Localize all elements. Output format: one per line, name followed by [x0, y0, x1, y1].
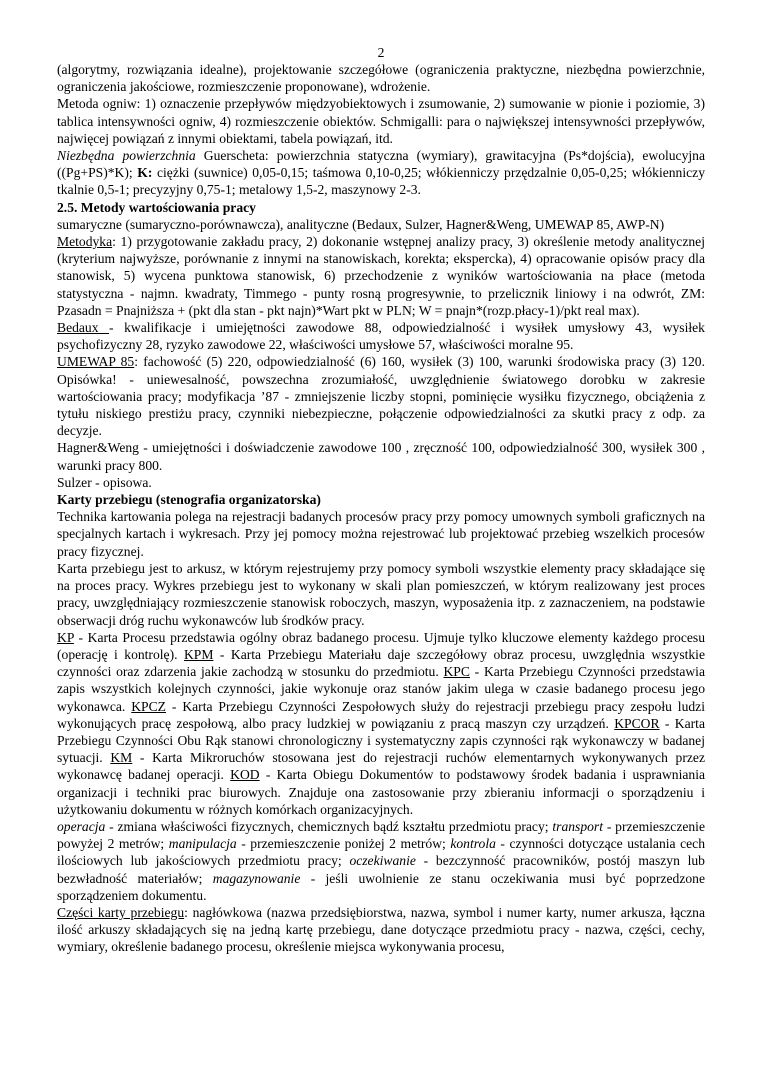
term-storage: magazynowanie	[212, 870, 301, 886]
term-kpcz: KPCZ	[131, 698, 166, 714]
term-manipulation: manipulacja	[168, 836, 237, 852]
term-umewap: UMEWAP 85	[57, 354, 135, 370]
section-heading-work-valuation: 2.5. Metody wartościowania pracy	[57, 199, 256, 215]
term-km: KM	[110, 750, 133, 766]
paragraph-valuation-types: sumaryczne (sumaryczno-porównawcza), analityczne (Bedaux, Sulzer, Hagner&Weng, UMEWAP 85, AWP-N)	[57, 216, 665, 232]
paragraph-activity-symbols: operacja - zmiana właściwości fizycznych, chemicznych bądź kształtu przedmiotu pracy; transport - przemieszczenie powyżej 2 metrów; manipulacja - przemieszczenie poniżej 2 metrów; kontrola - czynności dotyczące ustalania cech ilościowych lub jakościowych przedmiotu pracy; oczekiwanie - bezczynność pracowników, postój maszyn lub bezwładność materiałów; magazynowanie - jeśli uwolnienie ze stanu oczekiwania musi być poprzedzone sporządzeniem dokumentu.	[57, 818, 705, 903]
term-waiting: oczekiwanie	[349, 853, 416, 869]
term-kpm: KPM	[183, 646, 214, 662]
paragraph-charting-technique: Technika kartowania polega na rejestracji badanych procesów pracy przy pomocy umownych symboli graficznych na specjalnych kartach i wykresach. Przy jej pomocy można rejestrować lub projektować przebieg wszelkich procesów pracy fizycznej.	[57, 509, 705, 559]
term-bedaux: Bedaux	[57, 320, 110, 336]
paragraph-hagner-weng: Hagner&Weng - umiejętności i doświadczenie zawodowe 100 , zręczność 100, odpowiedzialność 300, wysiłek 300 , warunki pracy 800.	[57, 440, 705, 473]
paragraph-required-area: Niezbędna powierzchnia Guerscheta: powierzchnia statyczna (wymiary), grawitacyjna (Ps*dojścia), ewolucyjna ((Pg+PS)*K); K: ciężki (suwnice) 0,05-0,15; taśmowa 0,10-0,25; włókienniczy przędzalnie 0,05-0,25; włókienniczy tkalnie 0,5-1; precyzyjny 0,75-1; metalowy 1,5-2, maszynowy 2-3.	[57, 148, 705, 198]
term-transport: transport	[552, 818, 603, 834]
term-methodology: Metodyka	[57, 234, 113, 250]
paragraph-process-chart-definition: Karta przebiegu jest to arkusz, w którym rejestrujemy przy pomocy symboli wszystkie elementy pracy składające się na proces pracy. Wykres przebiegu jest to wykonany w skali plan pomieszczeń, w którym realizowany jest proces pracy, uwzględniający rozmieszczenie stanowisk roboczych, maszyn, wyposażenia itp. z zaznaczeniem, na podstawie obserwacji dróg ruchu wykonawców lub środków pracy.	[57, 560, 705, 628]
paragraph-umewap: UMEWAP 85: fachowość (5) 220, odpowiedzialność (6) 160, wysiłek (3) 100, warunki środowiska pracy (3) 120. Opisówka! - uniewesalność, powszechna zrozumiałość, uwzględnienie światowego dorobku w zakresie wartościowania pracy; modyfikacja ’87 - zmniejszenie liczby stopni, pominięcie wysiłku fizycznego, obciążenia z tytułu niskiego prestiżu pracy, czynniki niebezpieczne, połączenie odpowiedzialności za skutki pracy z odp. za decyzje.	[57, 354, 705, 439]
term-operation: operacja	[57, 818, 106, 834]
term-kpc: KPC	[443, 664, 470, 680]
paragraph-methodology: Metodyka: 1) przygotowanie zakładu pracy, 2) dokonanie wstępnej analizy pracy, 3) określenie metody analitycznej (kryterium najwyższe, porównanie z innymi na stanowiskach, korekta; ekspercka), 4) opracowanie opisów pracy dla stanowisk, 5) wycena punktowa stanowisk, 6) przechodzenie z wyników wartościowania na płace (metoda statystyczna - najmn. kwadraty, Timmego - punty rosną progresywnie, to przelicznik liniowy i na odwrót, ZM: Pzasadn = Pnajniższa + (pkt dla stan - pkt najn)*Wart pkt w PLN; W = pnajn*(rozp.płacy-1)/pkt real max).	[57, 234, 705, 318]
paragraph-bedaux: Bedaux - kwalifikacje i umiejętności zawodowe 88, odpowiedzialność i wysiłek umysłowy 43, wysiłek psychofizyczny 28, ryzyko zawodowe 22, właściwości umysłowe 57, właściwości moralne 95.	[57, 320, 705, 353]
term-k: K:	[137, 165, 153, 181]
paragraph-design-stages: (algorytmy, rozwiązania idealne), projektowanie szczegółowe (ograniczenia praktyczne, niezbędna powierzchnie, ograniczenia jakościowe, rozmieszczenie proponowane), wdrożenie.	[57, 62, 705, 95]
term-kpcor: KPCOR	[614, 715, 660, 731]
paragraph-chart-parts: Części karty przebiegu: nagłówkowa (nazwa przedsiębiorstwa, nazwa, symbol i numer karty, numer arkusza, łączna ilość arkuszy składających się na jedną kartę przebiegu, dane dotyczące przedmiotu pracy - nazwa, części, cechy, wymiary, określenie badanego procesu, określenie miejsca wykonywania procesu,	[57, 904, 705, 955]
paragraph-chart-types: KP - Karta Procesu przedstawia ogólny obraz badanego procesu. Ujmuje tylko kluczowe elementy każdego procesu (operację i kontrolę). KPM - Karta Przebiegu Materiału daje szczegółowy obraz procesu, uwzględnia wszystkie czynności oraz zdarzenia jakie zachodzą w stosunku do przedmiotu. KPC - Karta Przebiegu Czynności przedstawia zapis wszystkich kolejnych czynności, jakie wykonuje oraz stanów jakim ulega w czasie badanego procesu jego wykonawca. KPCZ - Karta Przebiegu Czynności Zespołowych służy do rejestracji przebiegu pracy zespołu ludzi wykonujących pracę zespołową, albo pracy ludzkiej w powiązaniu z pracą maszyn czy urządzeń. KPCOR - Karta Przebiegu Czynności Obu Rąk stanowi chronologiczny i systematyczny zapis czynności rąk wykonawczy w badanej sytuacji. KM - Karta Mikroruchów stosowana jest do rejestracji ruchów elementarnych wykonywanych przez wykonawcę badanej operacji. KOD - Karta Obiegu Dokumentów to podstawowy środek badania i usprawniania organizacji i techniki prac biurowych. Znajduje ona zastosowanie przy zbieraniu informacji o sporządzeniu i użytkowaniu dokumentu w różnych komórkach organizacyjnych.	[57, 629, 706, 817]
paragraph-sulzer: Sulzer - opisowa.	[57, 474, 152, 490]
document-page	[57, 44, 705, 956]
term-required-area: Niezbędna powierzchnia	[57, 148, 196, 164]
section-heading-process-charts: Karty przebiegu (stenografia organizatorska)	[57, 492, 321, 508]
term-kod: KOD	[230, 767, 260, 783]
term-kp: KP	[57, 629, 74, 645]
term-inspection: kontrola	[450, 836, 496, 852]
paragraph-links-method: Metoda ogniw: 1) oznaczenie przepływów międzyobiektowych i zsumowanie, 2) sumowanie w pionie i poziomie, 3) tablica intensywności ogniw, 4) rozmieszczenie obiektów. Schmigalli: para o największej intensywności przepływów, najwięcej powiązań z innymi obiektami, tabela powiązań, itd.	[57, 96, 705, 146]
page-number: 2	[377, 45, 385, 60]
term-chart-parts: Części karty przebiegu	[57, 904, 185, 920]
